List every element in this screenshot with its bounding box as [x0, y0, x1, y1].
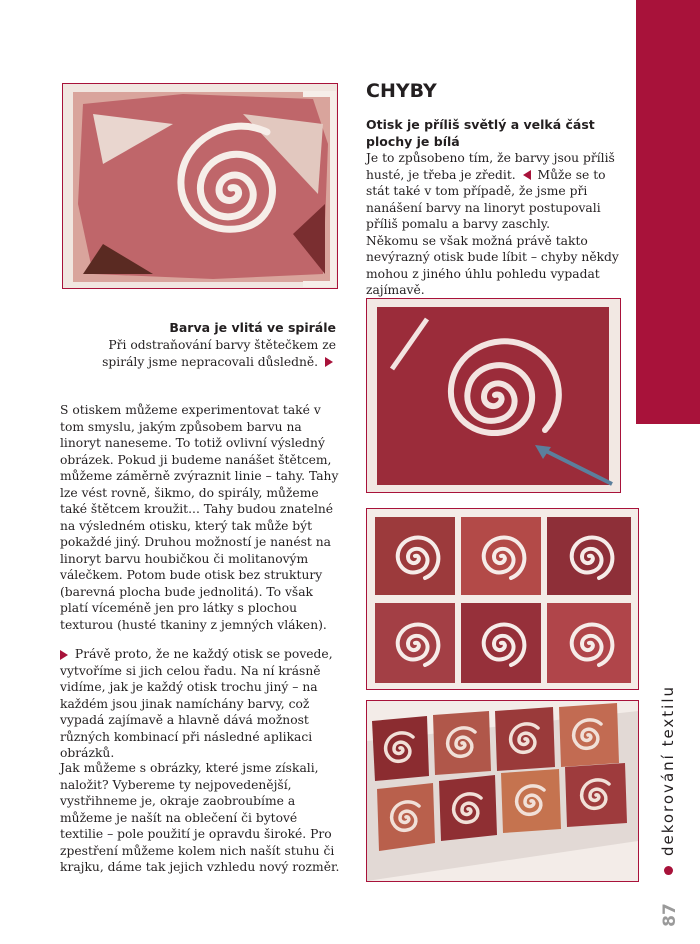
photo-spiral-print-red [366, 298, 621, 493]
page-number [650, 895, 690, 935]
body-paragraph-2 [60, 646, 340, 762]
section-heading: CHYBY [366, 80, 437, 102]
arrow-right-icon [60, 650, 68, 660]
arrow-left-icon [523, 170, 531, 180]
error-subheading: Otisk je příliš světlý a velká část plochy je bílá [366, 117, 595, 149]
error-paragraph [366, 150, 622, 299]
bullet-dot-icon [664, 866, 673, 875]
body-paragraph-1: S otiskem můžeme experimentovat také v tom smyslu, jakým způsobem barvu na linoryt naneseme. To totiž ovlivní výsledný obrázek. Pokud ji budeme nanášet štětcem, můžeme záměrně zvýraznit linie – tahy. Tahy lze vést rovně, šikmo, do spirály, můžeme také štětcem kroužit... Tahy budou znatelné na výsledném otisku, který tak může být pokaždé jiný. Druhou možností je nanést na linoryt barvu houbičkou či molitanovým válečkem. Potom bude otisk bez struktury (barevná plocha bude jednolitá). To však platí víceméně jen pro látky s plochou texturou (husté tkaniny z jemných vláken). [60, 403, 339, 632]
error-text-part2: Může se to stát také v tom případě, že jsme při nanášení barvy na linoryt postupovali příliš pomalu a barvy zaschly. [366, 167, 606, 231]
photo-fabric-spiral-strip [366, 700, 639, 882]
error-text-part1: Je to způsobeno tím, že barvy jsou příliš husté, je třeba je zředit. [366, 151, 615, 182]
arrow-right-icon [325, 357, 333, 367]
sidebar-color-tab [636, 0, 700, 424]
error-text-part3: Někomu se však možná právě takto nevýrazný otisk bude líbit – chyby někdy mohou z jiného úhlu pohledu vypadat zajímavě. [366, 233, 619, 297]
body-paragraph-2-text: Právě proto, že ne každý otisk se povede, vytvoříme si jich celou řadu. Na ní krásně vidíme, jak je každý otisk trochu jiný – na každém jsou jinak namíchány barvy, což vypadá zajímavě a hlavně dává možnost různých kombinací při následné aplikaci obrázků. [60, 647, 333, 760]
section-label-text: dekorování textilu [659, 684, 677, 857]
caption-body-text: Při odstraňování barvy štětečkem ze spirály jsme nepracovali důsledně. [102, 338, 336, 369]
page-number-text: 87 [660, 903, 680, 927]
photo-six-spiral-grid [366, 508, 639, 690]
caption-title: Barva je vlitá ve spirále [169, 320, 336, 335]
photo-spiral-print-light [62, 83, 338, 289]
caption-body [90, 337, 336, 370]
body-paragraph-3: Jak můžeme s obrázky, které jsme získali, naložit? Vybereme ty nejpovedenější, vystřihneme je, okraje zaobroubíme a můžeme je našít na oblečení či bytové textilie – pole použití je opravdu široké. Pro zpestření můžeme kolem nich našít stuhu či krajku, dáme tak jejich vzhledu nový rozměr. [60, 761, 340, 874]
